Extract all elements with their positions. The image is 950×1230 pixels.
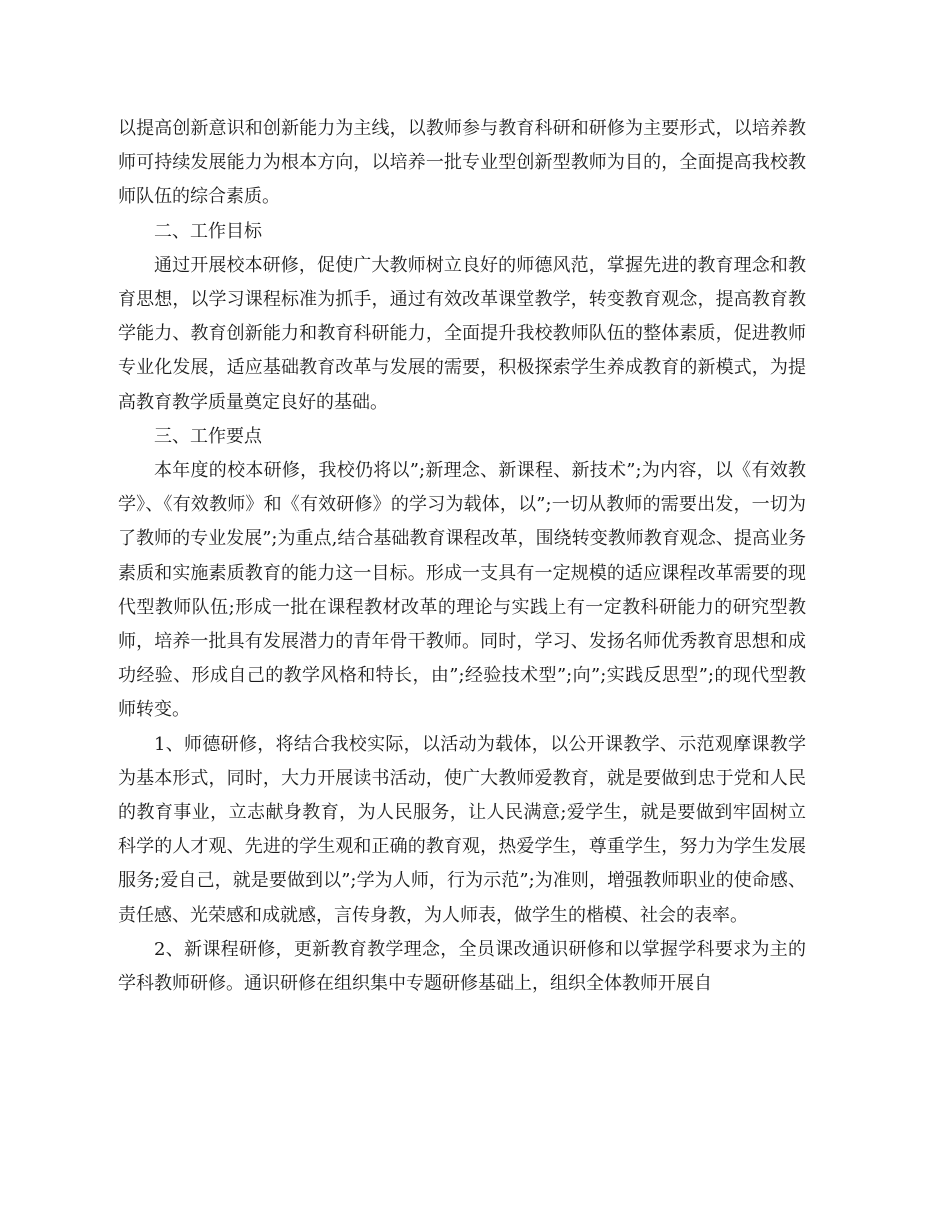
paragraph-goals: 通过开展校本研修，促使广大教师树立良好的师德风范，掌握先进的教育理念和教育思想，以学习课程标准为抓手，通过有效改革课堂教学，转变教育观念，提高教育教学能力、教育创新能力和教育科研能力，全面提升我校教师队伍的整体素质，促进教师专业化发展，适应基础教育改革与发展的需要，积极探索学生养成教育的新模式，为提高教育教学质量奠定良好的基础。: [118, 254, 806, 413]
paragraph-ethics-training: 1、师德研修，将结合我校实际，以活动为载体，以公开课教学、示范观摩课教学为基本形式，同时，大力开展读书活动，使广大教师爱教育，就是要做到忠于党和人民的教育事业，立志献身教育，为人民服务，让人民满意;爱学生，就是要做到牢固树立科学的人才观、先进的学生观和正确的教育观，热爱学生，尊重学生，努力为学生发展服务;爱自己，就是要做到以”;学为人师，行为示范”;为准则，增强教师职业的使命感、责任感、光荣感和成就感，言传身教，为人师表，做学生的楷模、社会的表率。: [118, 733, 806, 926]
section-heading-key-points: 三、工作要点: [154, 425, 262, 447]
document-body: [118, 112, 806, 1001]
paragraph-intro: 以提高创新意识和创新能力为主线，以教师参与教育科研和研修为主要形式，以培养教师可持续发展能力为根本方向，以培养一批专业型创新型教师为目的，全面提高我校教师队伍的综合素质。: [118, 118, 806, 208]
paragraph-curriculum-training: 2、新课程研修，更新教育教学理念，全员课改通识研修和以掌握学科要求为主的学科教师研修。通识研修在组织集中专题研修基础上，组织全体教师开展自: [118, 938, 806, 995]
paragraph-key-points: 本年度的校本研修，我校仍将以”;新理念、新课程、新技术”;为内容，以《有效教学》、《有效教师》和《有效研修》的学习为载体，以”;一切从教师的需要出发，一切为了教师的专业发展”;为重点,结合基础教育课程改革，围绕转变教师教育观念、提高业务素质和实施素质教育的能力这一目标。形成一支具有一定规模的适应课程改革需要的现代型教师队伍;形成一批在课程教材改革的理论与实践上有一定教科研能力的研究型教师，培养一批具有发展潜力的青年骨干教师。同时，学习、发扬名师优秀教育思想和成功经验、形成自己的教学风格和特长，由”;经验技术型”;向”;实践反思型”;的现代型教师转变。: [118, 460, 806, 721]
section-heading-goals: 二、工作目标: [154, 220, 262, 242]
